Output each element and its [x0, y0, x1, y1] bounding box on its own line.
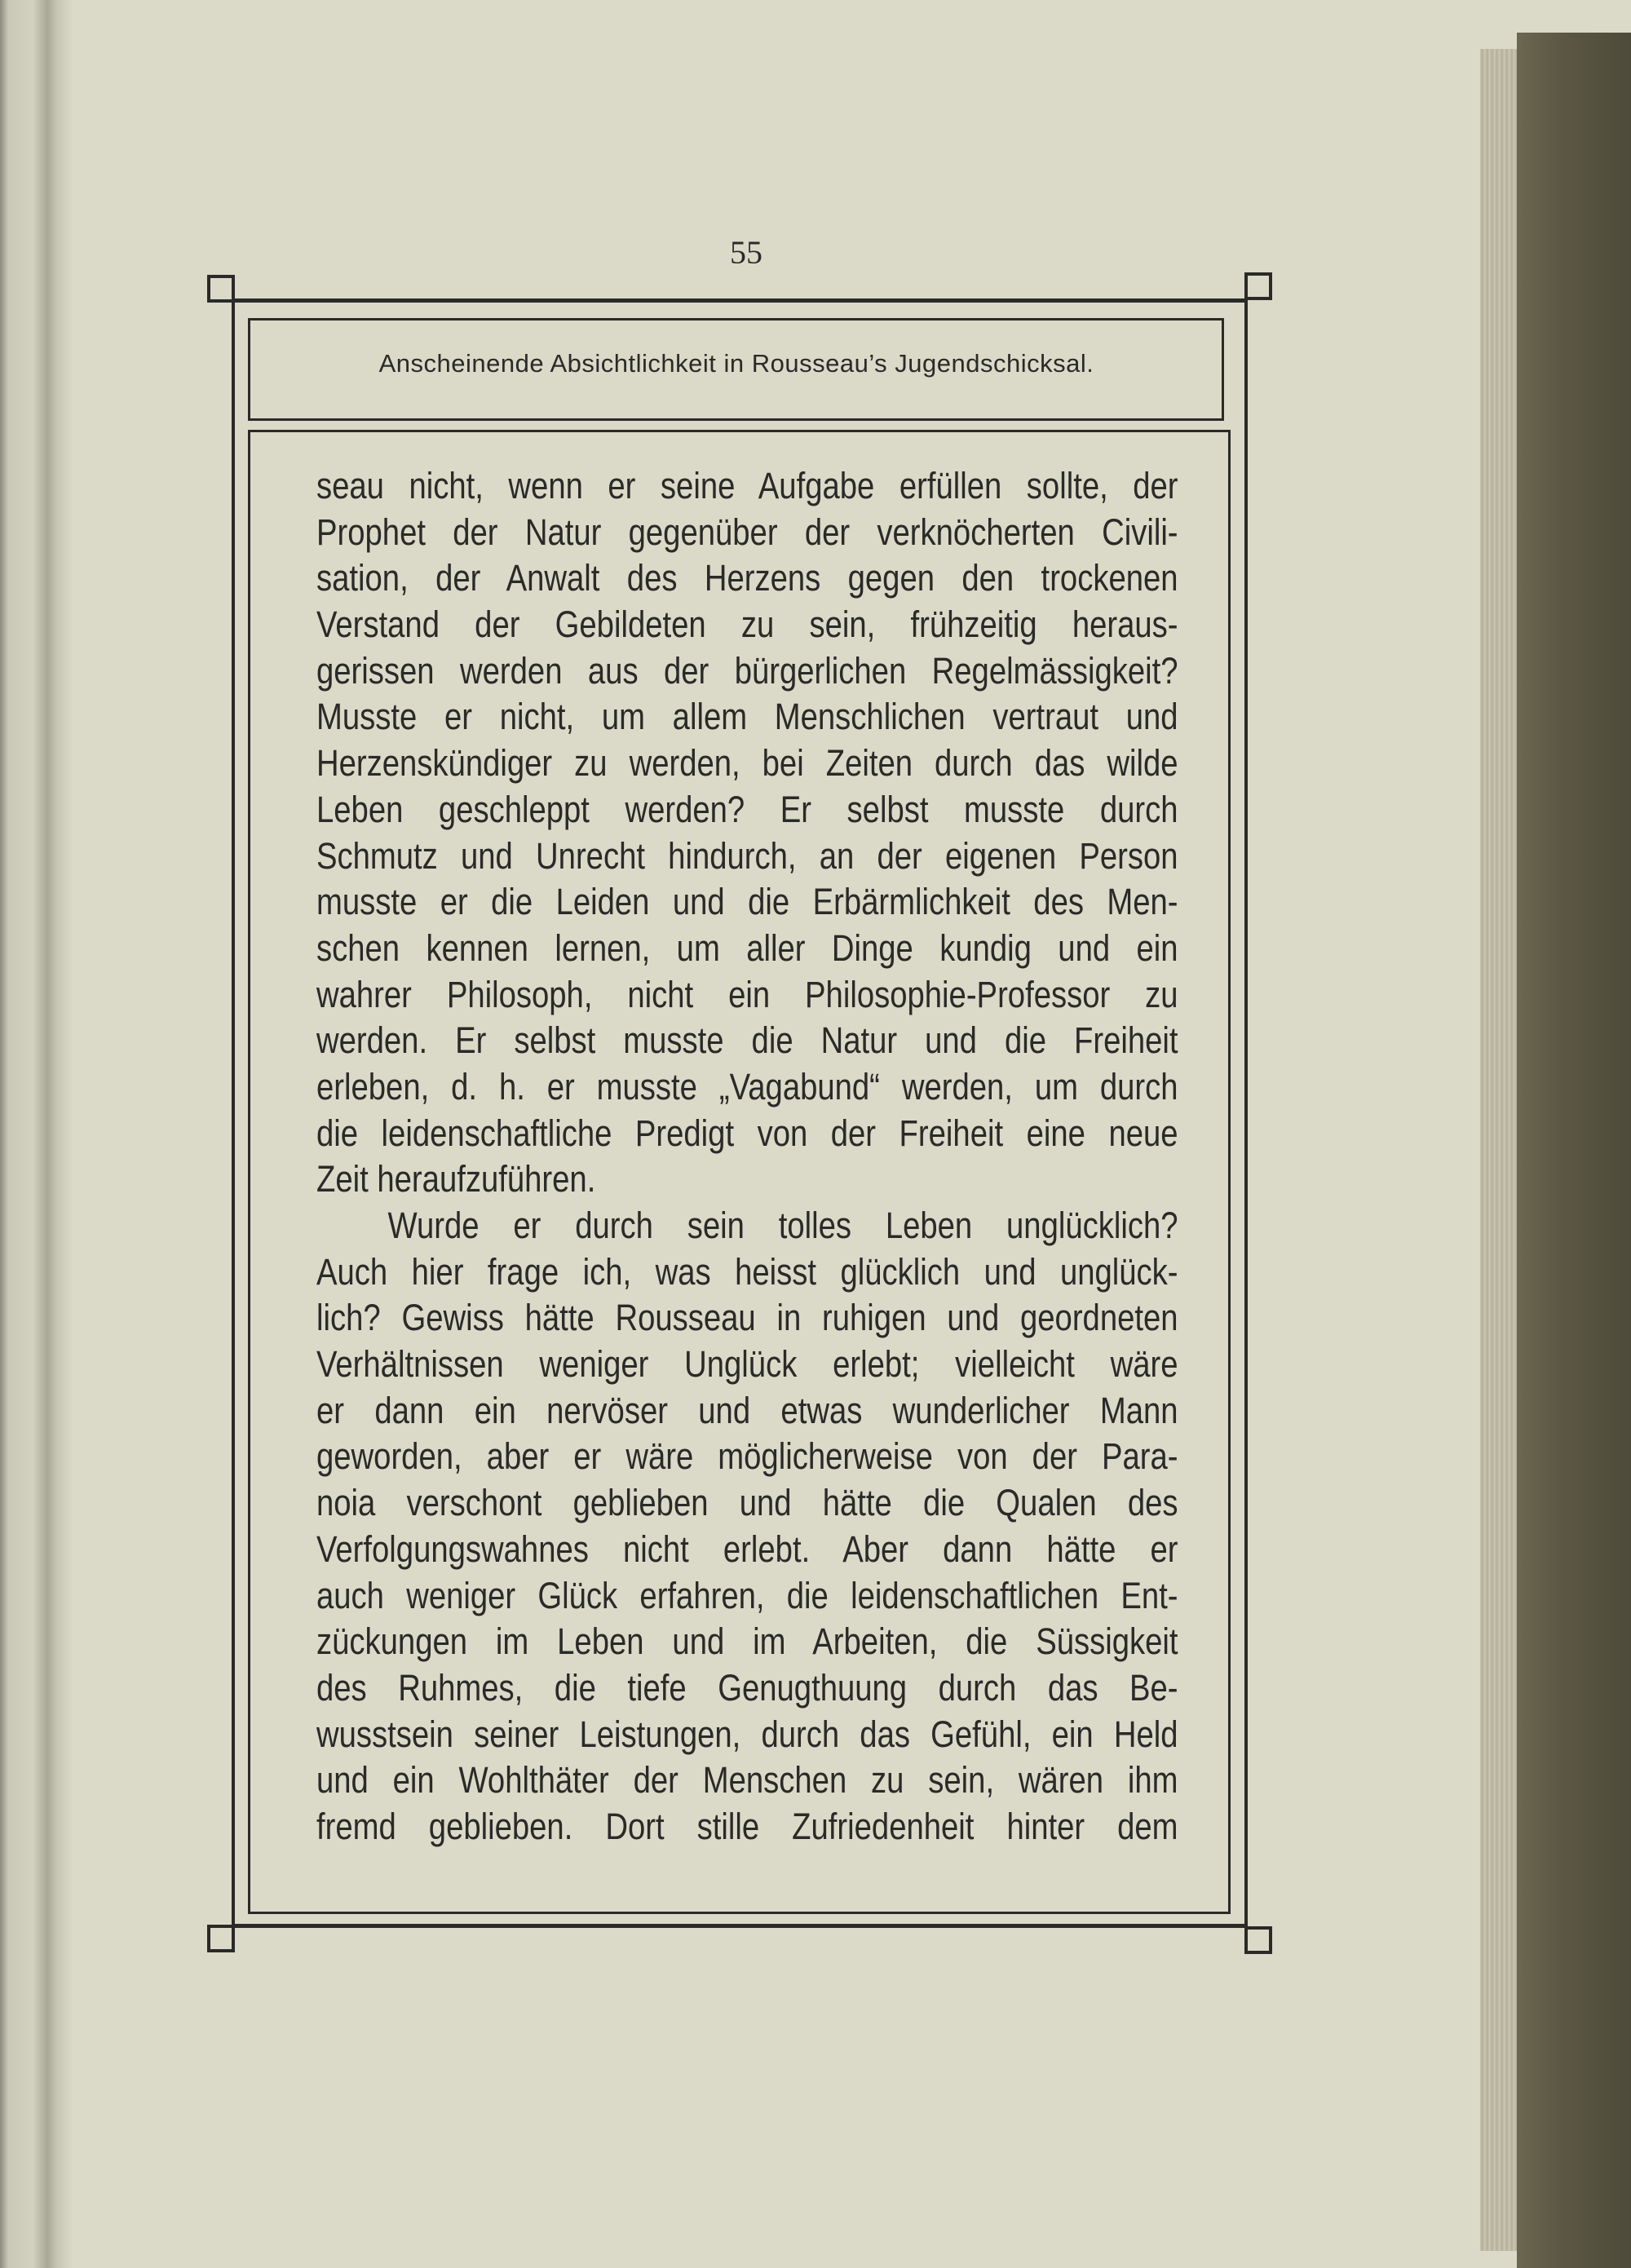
text-line: Auch hier frage ich, was heisst glücklich und unglück- — [316, 1250, 1178, 1293]
frame-left-rule — [232, 298, 235, 1928]
running-header: Anscheinende Absichtlichkeit in Rousseau’s Jugendschicksal. — [378, 349, 1094, 378]
text-line: musste er die Leiden und die Erbärmlichkeit des Men- — [316, 881, 1178, 923]
text-line: Prophet der Natur gegenüber der verknöcherten Civili- — [316, 511, 1178, 553]
text-line: erleben, d. h. er musste „Vagabund“ werden, um durch — [316, 1065, 1178, 1107]
text-line: und ein Wohlthäter der Menschen zu sein, wären ihm — [316, 1759, 1178, 1802]
text-line: Zeit heraufzuführen. — [316, 1158, 596, 1200]
frame-bottom-rule — [232, 1924, 1248, 1928]
text-line: schen kennen lernen, um aller Dinge kundig und ein — [316, 926, 1178, 969]
text-line: sation, der Anwalt des Herzens gegen den trockenen — [316, 557, 1178, 599]
frame-corner-ornament — [1244, 272, 1272, 300]
text-line: er dann ein nervöser und etwas wunderlicher Mann — [316, 1389, 1178, 1431]
text-line: Schmutz und Unrecht hindurch, an der eigenen Person — [316, 834, 1178, 877]
text-line: wahrer Philosoph, nicht ein Philosophie-Professor zu — [316, 973, 1178, 1015]
previous-page-edge — [0, 0, 73, 2268]
book-cover — [1517, 33, 1631, 2268]
text-line: zückungen im Leben und im Arbeiten, die Süssigkeit — [316, 1620, 1178, 1663]
text-line: noia verschont geblieben und hätte die Qualen des — [316, 1482, 1178, 1524]
text-line: fremd geblieben. Dort stille Zufriedenheit hinter dem — [316, 1805, 1178, 1847]
frame-top-rule — [232, 298, 1248, 303]
text-line: gerissen werden aus der bürgerlichen Regelmässigkeit? — [316, 649, 1178, 692]
text-line: auch weniger Glück erfahren, die leidenschaftlichen Ent- — [316, 1574, 1178, 1616]
text-line: des Ruhmes, die tiefe Genugthuung durch das Be- — [316, 1666, 1178, 1709]
frame-corner-ornament — [1244, 1926, 1272, 1954]
text-line: Wurde er durch sein tolles Leben unglücklich? — [387, 1205, 1178, 1246]
text-line: Verfolgungswahnes nicht erlebt. Aber dann hätte er — [316, 1527, 1178, 1570]
text-line: Leben geschleppt werden? Er selbst musste durch — [316, 788, 1178, 830]
frame-corner-ornament — [207, 1925, 235, 1952]
text-line: geworden, aber er wäre möglicherweise von der Para- — [316, 1435, 1178, 1478]
text-line: wusstsein seiner Leistungen, durch das Gefühl, ein Held — [316, 1713, 1178, 1755]
page-number: 55 — [730, 234, 762, 271]
text-line: werden. Er selbst musste die Natur und die Freiheit — [316, 1019, 1178, 1062]
body-text — [316, 463, 1178, 1850]
text-line: lich? Gewiss hätte Rousseau in ruhigen und geordneten — [316, 1297, 1178, 1339]
text-line: die leidenschaftliche Predigt von der Freiheit eine neue — [316, 1112, 1178, 1154]
text-line: Herzenskündiger zu werden, bei Zeiten durch das wilde — [316, 742, 1178, 785]
text-line: Verhältnissen weniger Unglück erlebt; vielleicht wäre — [316, 1343, 1178, 1386]
text-line: seau nicht, wenn er seine Aufgabe erfüllen sollte, der — [316, 465, 1178, 506]
frame-corner-ornament — [207, 275, 235, 303]
text-line: Verstand der Gebildeten zu sein, frühzeitig heraus- — [316, 603, 1178, 646]
frame-right-rule — [1244, 298, 1248, 1928]
text-line: Musste er nicht, um allem Menschlichen vertraut und — [316, 696, 1178, 738]
